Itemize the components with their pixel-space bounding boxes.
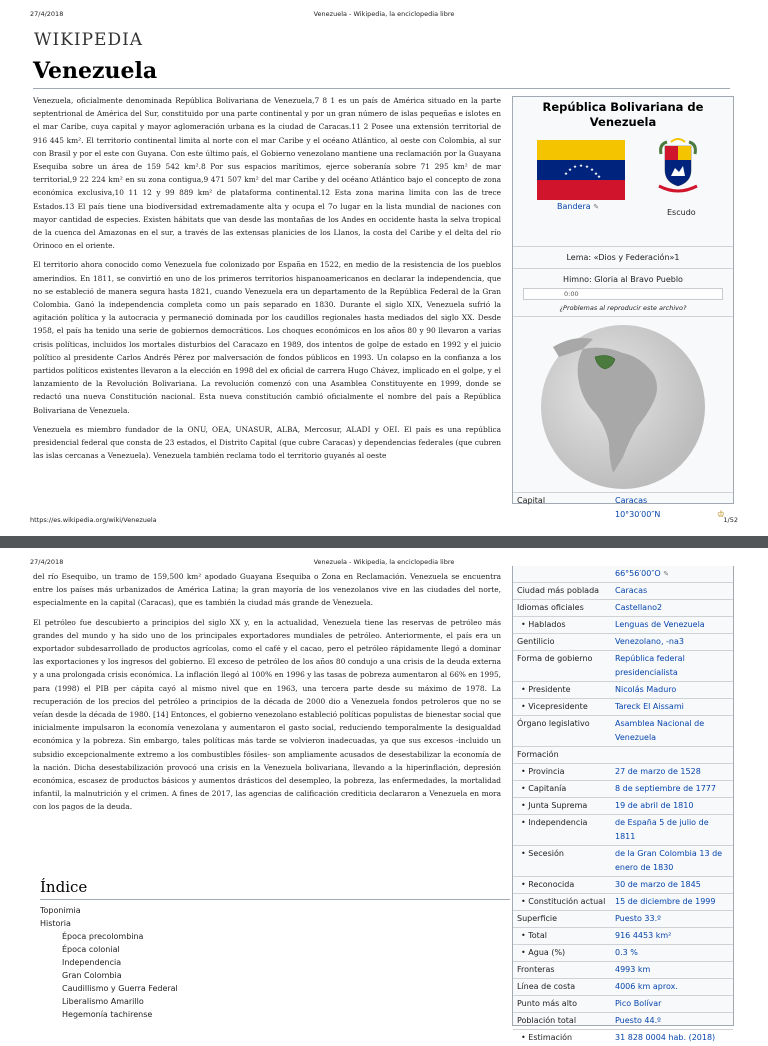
infobox-row xyxy=(513,681,733,698)
infobox-row xyxy=(513,599,733,616)
infobox-row xyxy=(513,633,733,650)
toc-item[interactable]: Gran Colombia xyxy=(62,971,122,980)
edit-pencil-icon[interactable]: ✎ xyxy=(663,570,670,578)
flag-label[interactable]: Bandera xyxy=(557,202,591,211)
infobox-row xyxy=(513,995,733,1012)
infobox-row-coords xyxy=(513,566,733,582)
infobox-row-key: • Vicepresidente xyxy=(521,702,588,711)
infobox-row-key: • Independencia xyxy=(521,818,588,827)
infobox-row xyxy=(513,893,733,910)
infobox-continued xyxy=(512,566,734,1042)
flag-link[interactable] xyxy=(557,202,599,211)
coat-of-arms-image[interactable] xyxy=(653,136,703,198)
table-of-contents xyxy=(40,878,510,1021)
wikipedia-logo[interactable]: WIKIPEDIA xyxy=(34,30,144,50)
infobox-row-value[interactable]: 19 de abril de 1810 xyxy=(615,801,694,810)
infobox-row xyxy=(513,582,733,599)
audio-time: 0:00 xyxy=(564,290,579,298)
infobox-row xyxy=(513,910,733,927)
capital-link[interactable]: Caracas xyxy=(615,496,648,505)
infobox-row-value[interactable]: 8 de septiembre de 1777 xyxy=(615,784,716,793)
infobox-row-value[interactable]: Pico Bolívar xyxy=(615,999,662,1008)
infobox-row-key: • Capitanía xyxy=(521,784,567,793)
edit-pencil-icon[interactable]: ✎ xyxy=(593,203,600,211)
toc-item[interactable]: Hegemonía tachirense xyxy=(62,1010,153,1019)
venezuela-flag-image[interactable]: ★ ★ ★ ★ ★ ★ ★ ★ xyxy=(537,140,625,200)
infobox-row-value[interactable]: 31 828 0004 hab. (2018) xyxy=(615,1033,716,1042)
capital-coords[interactable]: 10°30′00″N xyxy=(615,510,661,519)
motto: Lema: «Dios y Federación»1 xyxy=(513,246,733,268)
infobox-row-key: • Constitución actual xyxy=(521,897,606,906)
print-footer xyxy=(30,516,738,526)
toc-item[interactable]: Caudillismo y Guerra Federal xyxy=(62,984,178,993)
infobox-row xyxy=(513,927,733,944)
infobox-row-key: Fronteras xyxy=(517,965,555,974)
infobox-row-key: Gentilicio xyxy=(517,637,555,646)
infobox-row-key: Órgano legislativo xyxy=(517,719,590,728)
paragraph-oil: El petróleo fue descubierto a principios del siglo XX y, en la actualidad, Venezuela tiene las reservas de petróleo más grandes del mundo y ha sido uno de los principales exportadores mundiales de petróleo. Anteriormente, el país era un exportador subdesarrollado de productos agrícolas, como el café y el cacao, pero el petróleo rápidamente llegó a dominar las exportaciones y los ingresos del gobierno. El exceso de petróleo de los años 80 condujo a una crisis de la deuda externa y a una prolongada crisis económica. La inflación llegó al 100% en 1996 y las tasas de pobreza aumentaron al 66% en 1995, para (1998) el PIB per cápita cayó al mismo nivel que en 1963, una tercera parte desde su máximo de 1978. La recuperación de los precios del petróleo a principios de la década de 2000 dio a Venezuela fondos petroleros que no se veían desde la década de 1980. [14] Entonces, el gobierno venezolano estableció políticas populistas de bienestar social que inicialmente impulsaron la economía venezolana y aumentaron el gasto social, reduciendo temporalmente la desigualdad económica y la pobreza. Sin embargo, tales políticas más tarde se volvieron inadecuadas, ya que sus excesos -incluido un subsidio excepcionalmente extremo a los combustibles fósiles- son ampliamente acusados de desestabilizar la economía de la nación. Dicha desestabilización provocó una crisis en la Venezuela bolivariana, llevando a la hiperinflación, depresión económica, escasez de productos básicos y aumentos drásticos del desempleo, la pobreza, las enfermedades, la mortalidad infantil, la malnutrición y el crimen. A fines de 2017, las agencias de calificación crediticia declararon a Venezuela en mora con los pagos de la deuda. xyxy=(33,617,501,812)
infobox-row xyxy=(513,961,733,978)
infobox-title: República Bolivariana de Venezuela xyxy=(542,100,704,129)
infobox-row xyxy=(513,978,733,995)
infobox-row-key: • Secesión xyxy=(521,849,564,858)
flag-coat-section xyxy=(513,136,733,246)
toc-heading: Índice xyxy=(40,878,510,900)
infobox-row xyxy=(513,616,733,633)
toc-item[interactable]: Historia xyxy=(40,919,71,928)
infobox-row-key: Ciudad más poblada xyxy=(517,586,600,595)
infobox-row-key: • Estimación xyxy=(521,1033,573,1042)
infobox-row-key: Punto más alto xyxy=(517,999,577,1008)
audio-player[interactable] xyxy=(523,288,723,300)
paragraph-urban: del río Esequibo, un tramo de 159,500 km² apodado Guayana Esequiba o Zona en Reclamación. Venezuela se encuentra entre los países más urbanizados de América Latina; la gran mayoría de los venezolanos vive en las ciudades del norte, especialmente en la capital (Caracas), que es también la ciudad más grande de Venezuela. xyxy=(33,572,501,608)
infobox-row-value[interactable]: Tareck El Aissami xyxy=(615,702,684,711)
infobox-row-key: Idiomas oficiales xyxy=(517,603,584,612)
infobox-row-value[interactable]: Lenguas de Venezuela xyxy=(615,620,705,629)
toc-item[interactable]: Independencia xyxy=(62,958,122,967)
infobox-row-key: • Junta Suprema xyxy=(521,801,588,810)
print-title: Venezuela - Wikipedia, la enciclopedia libre xyxy=(313,10,455,18)
infobox-row-value[interactable]: 4006 km aprox. xyxy=(615,982,678,991)
anthem: Himno: Gloria al Bravo Pueblo xyxy=(513,268,733,286)
infobox-row-key: Población total xyxy=(517,1016,577,1025)
infobox-row-key: • Agua (%) xyxy=(521,948,566,957)
infobox-row-key: • Provincia xyxy=(521,767,565,776)
infobox xyxy=(512,96,734,520)
toc-item[interactable]: Época colonial xyxy=(62,945,120,954)
infobox-row xyxy=(513,845,733,876)
globe-icon[interactable]: ♔ xyxy=(716,510,725,520)
infobox-row-value[interactable]: República federal presidencialista xyxy=(615,654,685,677)
print-header xyxy=(30,10,738,20)
infobox-row-value[interactable]: 15 de diciembre de 1999 xyxy=(615,897,716,906)
print-date: 27/4/2018 xyxy=(30,10,64,18)
infobox-rows xyxy=(513,582,733,1046)
infobox-row-value[interactable]: Nicolás Maduro xyxy=(615,685,677,694)
infobox-row xyxy=(513,797,733,814)
infobox-row-value[interactable]: 916 4453 km² xyxy=(615,931,672,940)
infobox-row-key: • Presidente xyxy=(521,685,571,694)
infobox-row xyxy=(513,746,733,763)
infobox-row-value[interactable]: Castellano2 xyxy=(615,603,663,612)
pdf-page-2 xyxy=(0,548,768,1042)
infobox-row xyxy=(513,876,733,893)
coat-label[interactable]: Escudo xyxy=(667,208,696,217)
globe-map-image xyxy=(513,317,733,493)
infobox-row-value[interactable]: de España 5 de julio de 1811 xyxy=(615,818,709,841)
paragraph-membership: Venezuela es miembro fundador de la ONU, OEA, UNASUR, ALBA, Mercosur, ALADI y OEI. El país es una república presidencial federal que consta de 23 estados, el Distrito Capital (que cubre Caracas) y dependencias federales (que cubren las islas cercanas a Venezuela). Venezuela también reclama todo el territorio guyanés al oeste xyxy=(33,424,501,461)
print-title: Venezuela - Wikipedia, la enciclopedia libre xyxy=(313,558,455,566)
infobox-row xyxy=(513,1012,733,1029)
infobox-row-key: Superficie xyxy=(517,914,558,923)
infobox-row xyxy=(513,715,733,746)
infobox-row xyxy=(513,780,733,797)
infobox-row xyxy=(513,650,733,681)
infobox-row-key: Formación xyxy=(517,750,559,759)
infobox-row-value[interactable]: Asamblea Nacional de Venezuela xyxy=(615,719,705,742)
infobox-row-key: • Hablados xyxy=(521,620,566,629)
capital-key: Capital xyxy=(517,496,546,505)
toc-list xyxy=(40,904,510,1021)
print-date: 27/4/2018 xyxy=(30,558,64,566)
infobox-row-value[interactable]: Caracas xyxy=(615,586,648,595)
infobox-row-value[interactable]: 27 de marzo de 1528 xyxy=(615,767,701,776)
infobox-row xyxy=(513,1029,733,1046)
infobox-row-value[interactable]: 4993 km xyxy=(615,965,651,974)
coords-longitude[interactable]: 66°56′00″O xyxy=(615,569,661,578)
toc-item[interactable]: Época precolombina xyxy=(62,932,144,941)
toc-item[interactable]: Liberalismo Amarillo xyxy=(62,997,144,1006)
page-number: 1/52 xyxy=(723,516,738,524)
paragraph-intro: Venezuela, oficialmente denominada República Bolivariana de Venezuela,7 8 1 es un país de América situado en la parte septentrional de América del Sur, constituido por una parte continental y por un gran número de islas pequeñas e islotes en el mar Caribe, cuya capital y mayor aglomeración urbana es la ciudad de Caracas.11 2 Posee una extensión territorial de 916 445 km². El territorio continental limita al norte con el mar Caribe y el océano Atlántico, al oeste con Colombia, al sur con Brasil y por el este con Guyana. Con este último país, el Gobierno venezolano mantiene una reclamación por la Guayana Esequiba sobre un área de 159 542 km².8 Por sus espacios marítimos, ejerce soberanía sobre 71 295 km² de mar territorial,9 22 224 km² en su zona contigua,9 471 507 km² del mar Caribe y del océano Atlántico bajo el concepto de zona económica exclusiva,10 11 12 y 99 889 km² de plataforma continental.12 Esta zona marina limita con las de trece Estados.13 El país tiene una biodiversidad extremadamente alta y ocupa el 7o lugar en la lista mundial de naciones con mayor cantidad de especies. Existen hábitats que van desde las montañas de los Andes en occidente hasta la selva tropical de la cuenca del Amazonas en el sur, a través de las extensas planicies de los Llanos, la costa del Caribe y el delta del río Orinoco en el oriente. xyxy=(33,96,501,251)
toc-item[interactable]: Toponimia xyxy=(40,906,81,915)
article-body-page1 xyxy=(33,94,501,468)
infobox-row-value[interactable]: 0.3 % xyxy=(615,948,638,957)
article-body-page2 xyxy=(33,570,501,820)
paragraph-history: El territorio ahora conocido como Venezuela fue colonizado por España en 1522, en medio de la resistencia de los pueblos amerindios. En 1811, se convirtió en uno de los primeros territorios hispanoamericanos en declarar la independencia, que no se estableció de manera segura hasta 1821, cuando Venezuela era un departamento de la República Federal de la Gran Colombia. Ganó la independencia completa como un país separado en 1830. Durante el siglo XIX, Venezuela sufrió la agitación política y la autocracia y permaneció dominada por los caudillos regionales hasta mediados del siglo XX. Desde 1958, el país ha tenido una serie de gobiernos democráticos. Los choques económicos en los años 80 y 90 llevaron a varias crisis políticas, incluidos los mortales disturbios del Caracazo en 1989, dos intentos de golpe de estado en 1992 y el juicio político al presidente Carlos Andrés Pérez por malversación de fondos públicos en 1993. Un colapso en la confianza a los partidos políticos existentes llevaron a la elección en 1998 del ex oficial de carrera Hugo Chávez, implicado en el golpe, y el lanzamiento de la Revolución Bolivariana. La revolución comenzó con una Asamblea Constituyente en 1999, donde se redactó una nueva Constitución nacional. Esta nueva constitución cambió oficialmente el nombre del país a República Bolivariana de Venezuela. xyxy=(33,260,501,415)
infobox-row xyxy=(513,944,733,961)
infobox-row-key: Forma de gobierno xyxy=(517,654,593,663)
title-divider xyxy=(33,88,730,89)
infobox-row xyxy=(513,814,733,845)
infobox-row-value[interactable]: Puesto 33.º xyxy=(615,914,661,923)
infobox-row-key: Línea de costa xyxy=(517,982,576,991)
infobox-row-key: • Reconocida xyxy=(521,880,575,889)
infobox-row-key: • Total xyxy=(521,931,547,940)
infobox-row xyxy=(513,763,733,780)
infobox-row-value[interactable]: 30 de marzo de 1845 xyxy=(615,880,701,889)
infobox-row-value[interactable] xyxy=(611,747,733,763)
article-title: Venezuela xyxy=(33,58,158,84)
location-map[interactable] xyxy=(513,316,733,492)
page-url: https://es.wikipedia.org/wiki/Venezuela xyxy=(30,516,157,524)
infobox-row xyxy=(513,698,733,715)
page-gap xyxy=(0,536,768,548)
audio-problem-link[interactable]: ¿Problemas al reproducir este archivo? xyxy=(559,304,687,312)
infobox-row-value[interactable]: Puesto 44.º xyxy=(615,1016,661,1025)
infobox-row-value[interactable]: de la Gran Colombia 13 de enero de 1830 xyxy=(615,849,723,872)
infobox-row-value[interactable]: Venezolano, -na3 xyxy=(615,637,684,646)
